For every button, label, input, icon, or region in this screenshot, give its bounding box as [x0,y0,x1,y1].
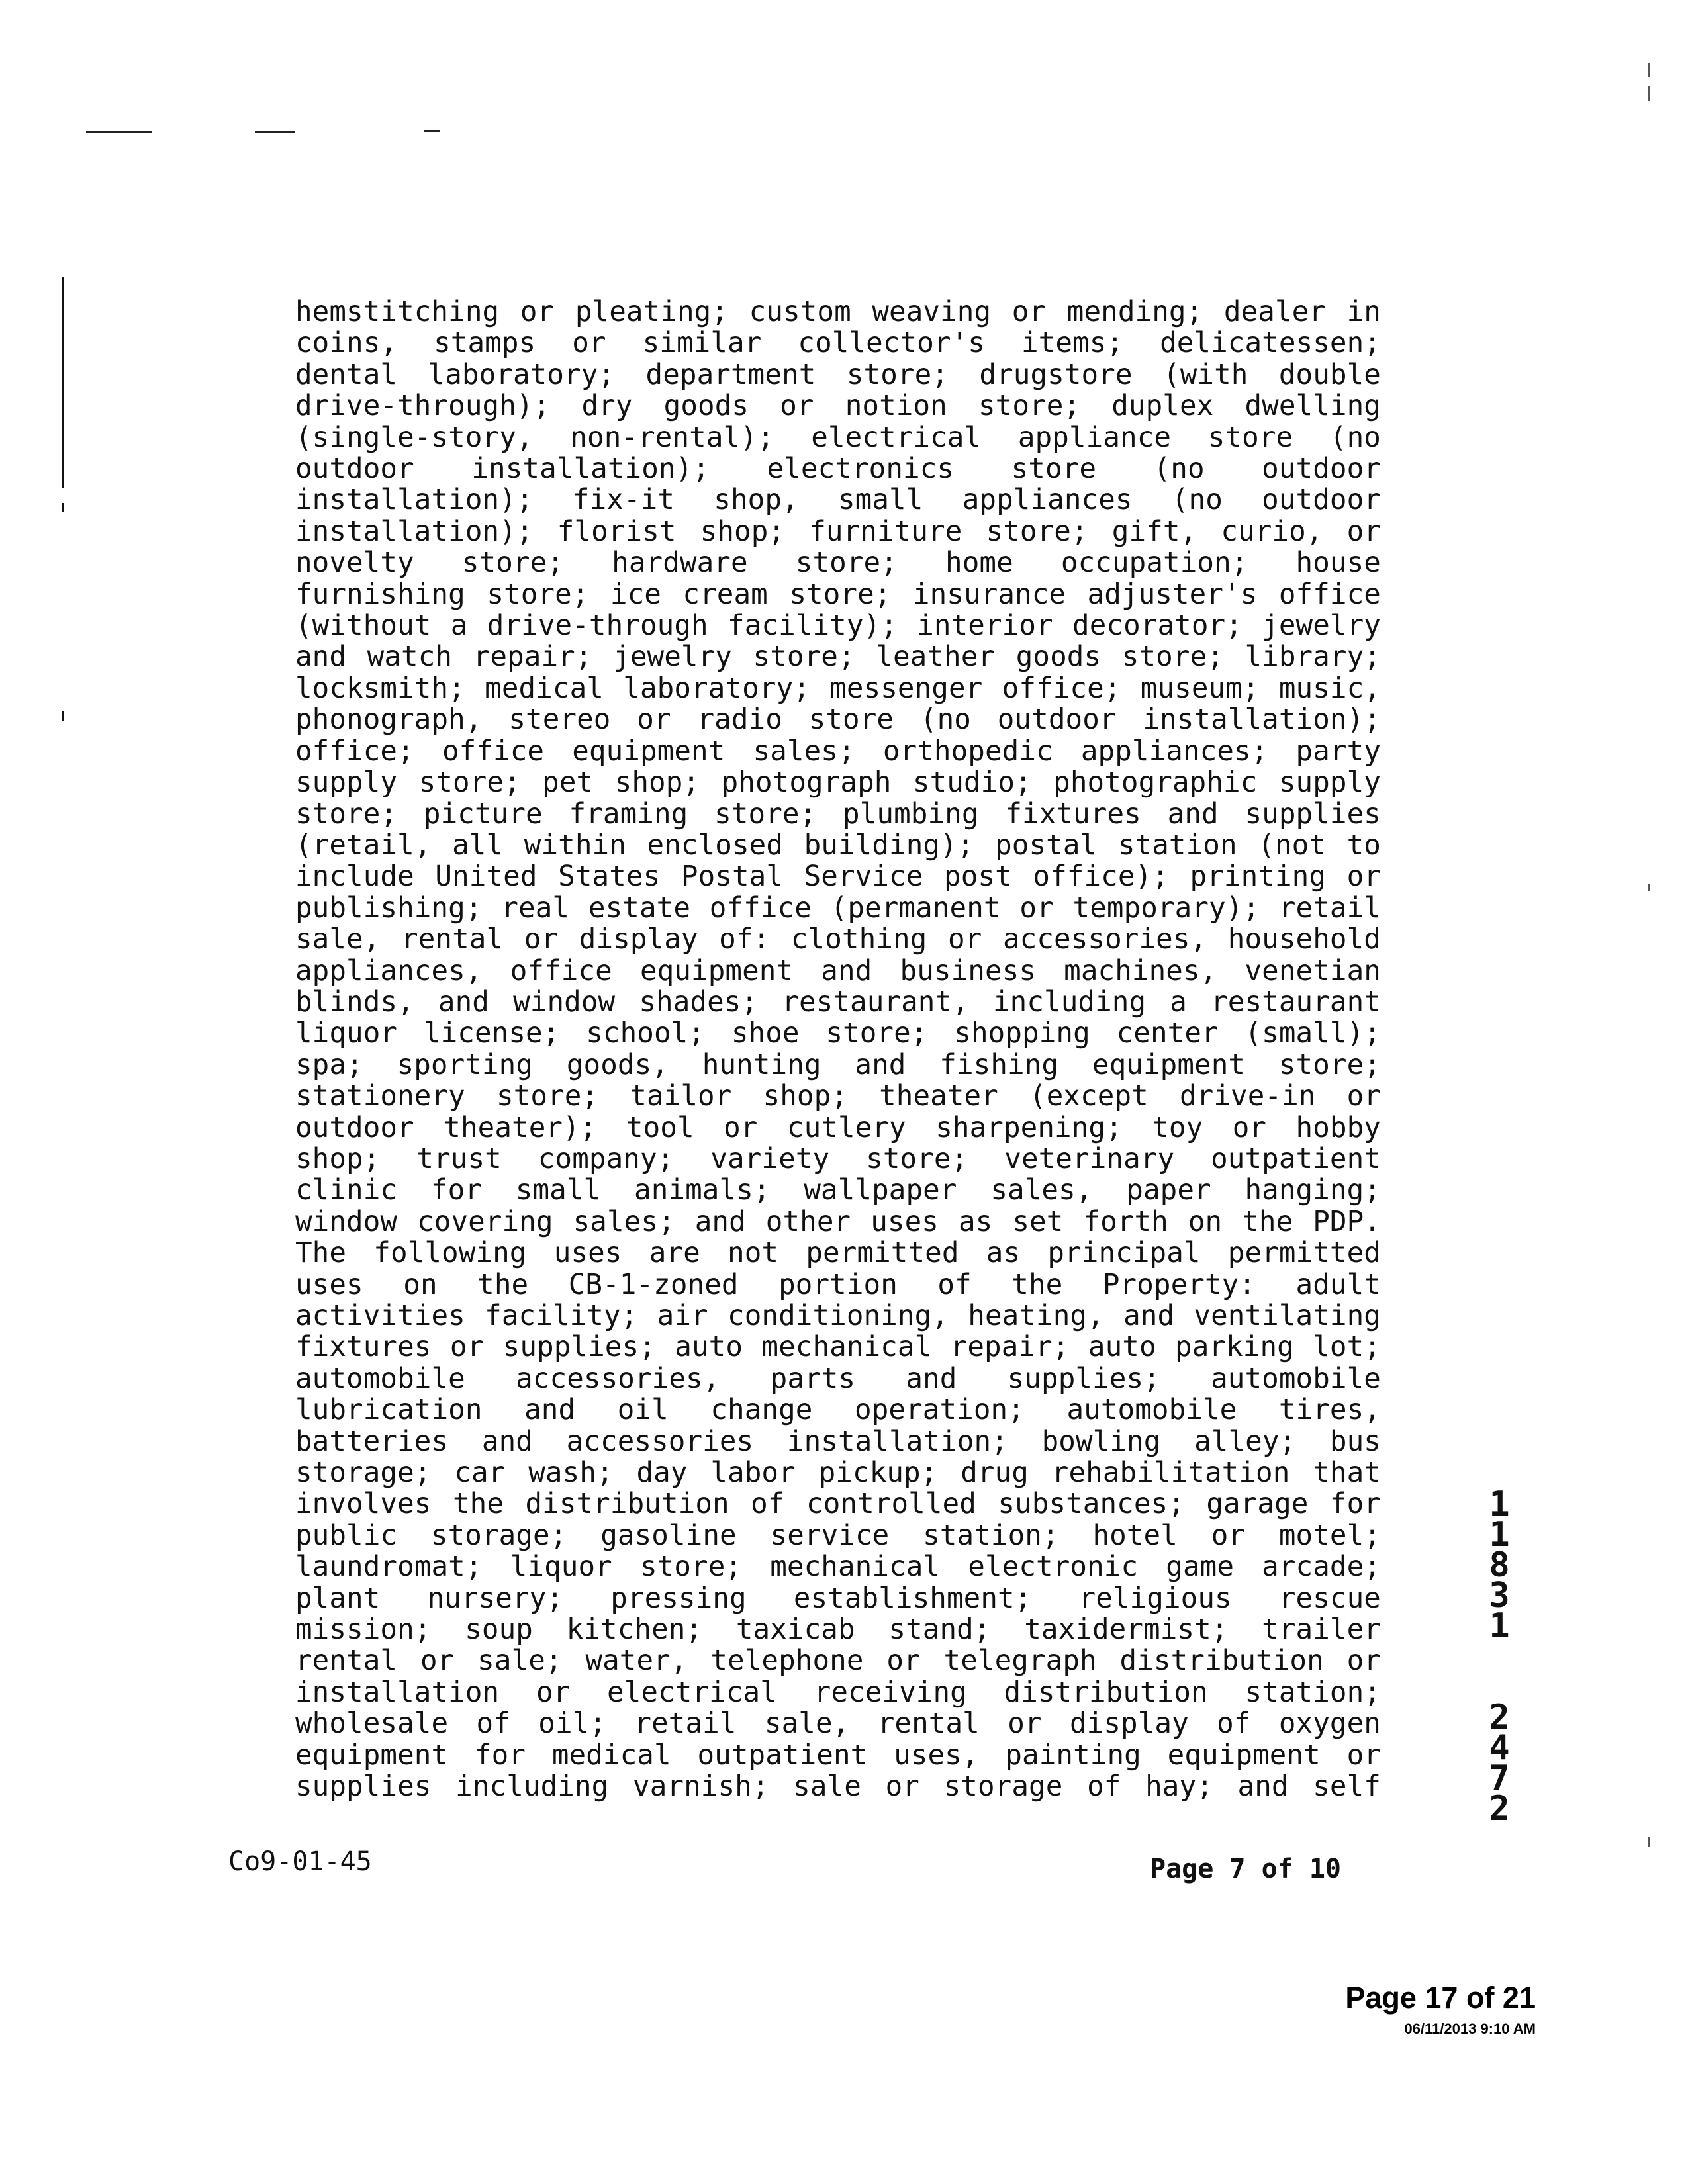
text-line: window covering sales; and other uses as set forth on the PDP. [295,1205,1381,1238]
text-line: wholesale of oil; retail sale, rental or display of oxygen [295,1707,1381,1741]
text-line: lubrication and oil change operation; automobile tires, [295,1394,1381,1427]
stamp-page-number: Page 17 of 21 [1345,1981,1536,2015]
text-line: activities facility; air conditioning, heating, and ventilating [295,1300,1381,1332]
text-line: supplies including varnish; sale or storage of hay; and self [295,1770,1381,1803]
text-line: (without a drive-through facility); interior decorator; jewelry [295,610,1381,643]
recording-number [1483,1484,1516,1829]
text-line: blinds, and window shades; restaurant, including a restaurant [295,985,1381,1019]
scan-mark [86,131,152,133]
text-line: (retail, all within enclosed building); postal station (not to [295,829,1381,862]
recording-digit: 3 [1489,1576,1510,1615]
text-line: automobile accessories, parts and supplies; automobile [295,1362,1381,1395]
recording-digit: 2 [1489,1698,1510,1737]
recording-digit: 1 [1489,1515,1510,1555]
margin-mark [62,503,64,512]
text-line: equipment for medical outpatient uses, painting equipment or [295,1739,1381,1772]
text-line: laundromat; liquor store; mechanical electronic game arcade; [295,1551,1381,1584]
edge-mark [1648,63,1650,77]
text-line: include United States Postal Service post office); printing or [295,860,1381,893]
text-line: public storage; gasoline service station; hotel or motel; [295,1519,1381,1552]
text-line: mission; soup kitchen; taxicab stand; taxidermist; trailer [295,1614,1381,1647]
digit-gap [1483,1641,1516,1702]
text-line: outdoor theater); tool or cutlery sharpening; toy or hobby [295,1111,1381,1144]
stamp-datetime: 06/11/2013 9:10 AM [1404,2021,1536,2037]
text-line: fixtures or supplies; auto mechanical repair; auto parking lot; [295,1331,1381,1364]
edge-mark [1648,86,1650,101]
text-line: shop; trust company; variety store; veterinary outpatient [295,1142,1381,1175]
margin-mark [62,711,64,721]
text-line: sale, rental or display of: clothing or accessories, household [295,923,1381,956]
body-text [295,296,1381,1803]
text-line: installation or electrical receiving distribution station; [295,1676,1381,1709]
recording-digit: 8 [1489,1545,1510,1585]
text-line: involves the distribution of controlled substances; garage for [295,1488,1381,1521]
text-line: office; office equipment sales; orthopedic appliances; party [295,735,1381,768]
text-line: spa; sporting goods, hunting and fishing equipment store; [295,1048,1381,1081]
recording-digit: 1 [1489,1484,1510,1524]
text-line: (single-story, non-rental); electrical appliance store (no [295,421,1381,454]
text-line: outdoor installation); electronics store (no outdoor [295,453,1381,486]
recording-digit: 7 [1489,1758,1510,1798]
text-line: drive-through); dry goods or notion store; duplex dwelling [295,390,1381,423]
edge-mark [1648,1837,1650,1847]
text-line: stationery store; tailor shop; theater (except drive-in or [295,1080,1381,1113]
text-line: supply store; pet shop; photograph studio; photographic supply [295,766,1381,799]
text-line: The following uses are not permitted as principal permitted [295,1237,1381,1270]
page-number: Page 7 of 10 [1150,1854,1341,1884]
text-line: and watch repair; jewelry store; leather goods store; library; [295,641,1381,674]
text-line: hemstitching or pleating; custom weaving or mending; dealer in [295,296,1381,328]
text-line: publishing; real estate office (permanent or temporary); retail [295,891,1381,925]
text-line: installation); florist shop; furniture store; gift, curio, or [295,515,1381,548]
recording-digit: 4 [1489,1728,1510,1768]
recording-digit: 1 [1489,1606,1510,1646]
text-line: rental or sale; water, telephone or telegraph distribution or [295,1645,1381,1678]
text-line: clinic for small animals; wallpaper sales, paper hanging; [295,1174,1381,1207]
text-line: store; picture framing store; plumbing fixtures and supplies [295,797,1381,831]
text-line: dental laboratory; department store; drugstore (with double [295,358,1381,391]
recording-digit: 2 [1489,1789,1510,1829]
scan-mark [255,131,295,133]
text-line: locksmith; medical laboratory; messenger office; museum; music, [295,672,1381,705]
scan-mark [424,130,440,132]
margin-line [62,277,64,488]
text-line: furnishing store; ice cream store; insurance adjuster's office [295,578,1381,611]
text-line: phonograph, stereo or radio store (no outdoor installation); [295,704,1381,737]
text-line: novelty store; hardware store; home occupation; house [295,547,1381,580]
document-id: Co9-01-45 [228,1846,372,1877]
text-line: installation); fix-it shop, small appliances (no outdoor [295,484,1381,517]
text-line: storage; car wash; day labor pickup; drug rehabilitation that [295,1457,1381,1490]
text-line: uses on the CB-1-zoned portion of the Property: adult [295,1268,1381,1301]
text-line: appliances, office equipment and business machines, venetian [295,954,1381,987]
text-line: liquor license; school; shoe store; shopping center (small); [295,1017,1381,1050]
text-line: plant nursery; pressing establishment; religious rescue [295,1582,1381,1615]
text-line: coins, stamps or similar collector's items; delicatessen; [295,327,1381,360]
text-line: batteries and accessories installation; bowling alley; bus [295,1425,1381,1458]
edge-mark [1648,884,1650,891]
